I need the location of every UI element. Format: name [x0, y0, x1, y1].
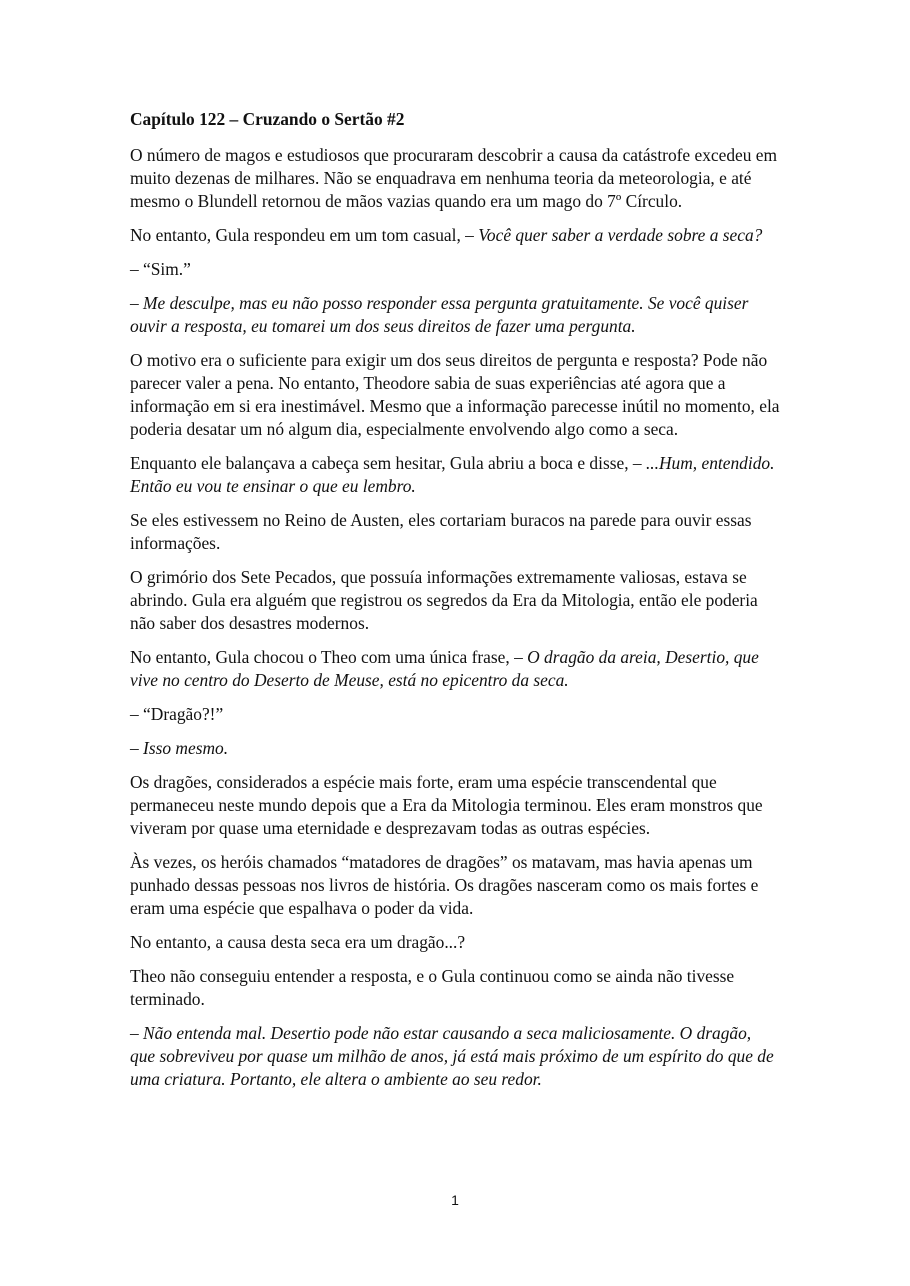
paragraph-7: Se eles estivessem no Reino de Austen, eles cortariam buracos na parede para ouvir essas informações.	[130, 510, 752, 553]
paragraph-9	[130, 646, 780, 692]
paragraph-1: O número de magos e estudiosos que procuraram descobrir a causa da catástrofe excedeu em muito dezenas de milhares. Não se enquadrava em nenhuma teoria da meteorologia, e até mesmo o Blundell retornou de mãos vazias quando era um mago do 7º Círculo.	[130, 145, 778, 211]
paragraph-12: Os dragões, considerados a espécie mais forte, eram uma espécie transcendental que permaneceu neste mundo depois que a Era da Mitologia terminou. Eles eram monstros que viveram por quase uma eternidade e desprezavam todas as outras espécies.	[130, 772, 763, 838]
paragraph-6	[130, 452, 780, 498]
paragraph-8: O grimório dos Sete Pecados, que possuía informações extremamente valiosas, estava se abrindo. Gula era alguém que registrou os segredos da Era da Mitologia, então ele poderia não saber dos desastres modernos.	[130, 567, 758, 633]
paragraph-2	[130, 224, 780, 247]
paragraph-6-narration: Enquanto ele balançava a cabeça sem hesitar, Gula abriu a boca e disse, –	[130, 453, 646, 473]
paragraph-9-speech: O dragão da areia, Desertio, que vive no centro do Deserto de Meuse, está no epicentro da seca.	[130, 647, 759, 690]
paragraph-9-narration: No entanto, Gula chocou o Theo com uma única frase, –	[130, 647, 528, 667]
chapter-title: Capítulo 122 – Cruzando o Sertão #2	[130, 109, 405, 129]
page-number: 1	[451, 1192, 459, 1208]
paragraph-2-narration: No entanto, Gula respondeu em um tom casual, –	[130, 225, 479, 245]
paragraph-14: No entanto, a causa desta seca era um dragão...?	[130, 932, 466, 952]
paragraph-11: – Isso mesmo.	[130, 738, 229, 758]
paragraph-15: Theo não conseguiu entender a resposta, e o Gula continuou como se ainda não tivesse terminado.	[130, 966, 735, 1009]
paragraph-4: – Me desculpe, mas eu não posso responder essa pergunta gratuitamente. Se você quiser ouvir a resposta, eu tomarei um dos seus direitos de fazer uma pergunta.	[130, 293, 749, 336]
paragraph-6-speech: ...Hum, entendido. Então eu vou te ensinar o que eu lembro.	[130, 453, 775, 496]
paragraph-13: Às vezes, os heróis chamados “matadores de dragões” os matavam, mas havia apenas um punhado dessas pessoas nos livros de história. Os dragões nasceram como os mais fortes e eram uma espécie que espalhava o poder da vida.	[130, 852, 759, 918]
document-body	[130, 108, 780, 1102]
paragraph-16: – Não entenda mal. Desertio pode não estar causando a seca maliciosamente. O dragão, que sobreviveu por quase um milhão de anos, já está mais próximo de um espírito do que de uma criatura. Portanto, ele altera o ambiente ao seu redor.	[130, 1023, 774, 1089]
paragraph-2-speech: Você quer saber a verdade sobre a seca?	[478, 225, 763, 245]
paragraph-10: – “Dragão?!”	[130, 704, 224, 724]
paragraph-3: – “Sim.”	[130, 259, 191, 279]
paragraph-5: O motivo era o suficiente para exigir um dos seus direitos de pergunta e resposta? Pode não parecer valer a pena. No entanto, Theodore sabia de suas experiências até agora que a informação em si era inestimável. Mesmo que a informação parecesse inútil no momento, ela poderia desatar um nó algum dia, especialmente envolvendo algo como a seca.	[130, 350, 780, 439]
